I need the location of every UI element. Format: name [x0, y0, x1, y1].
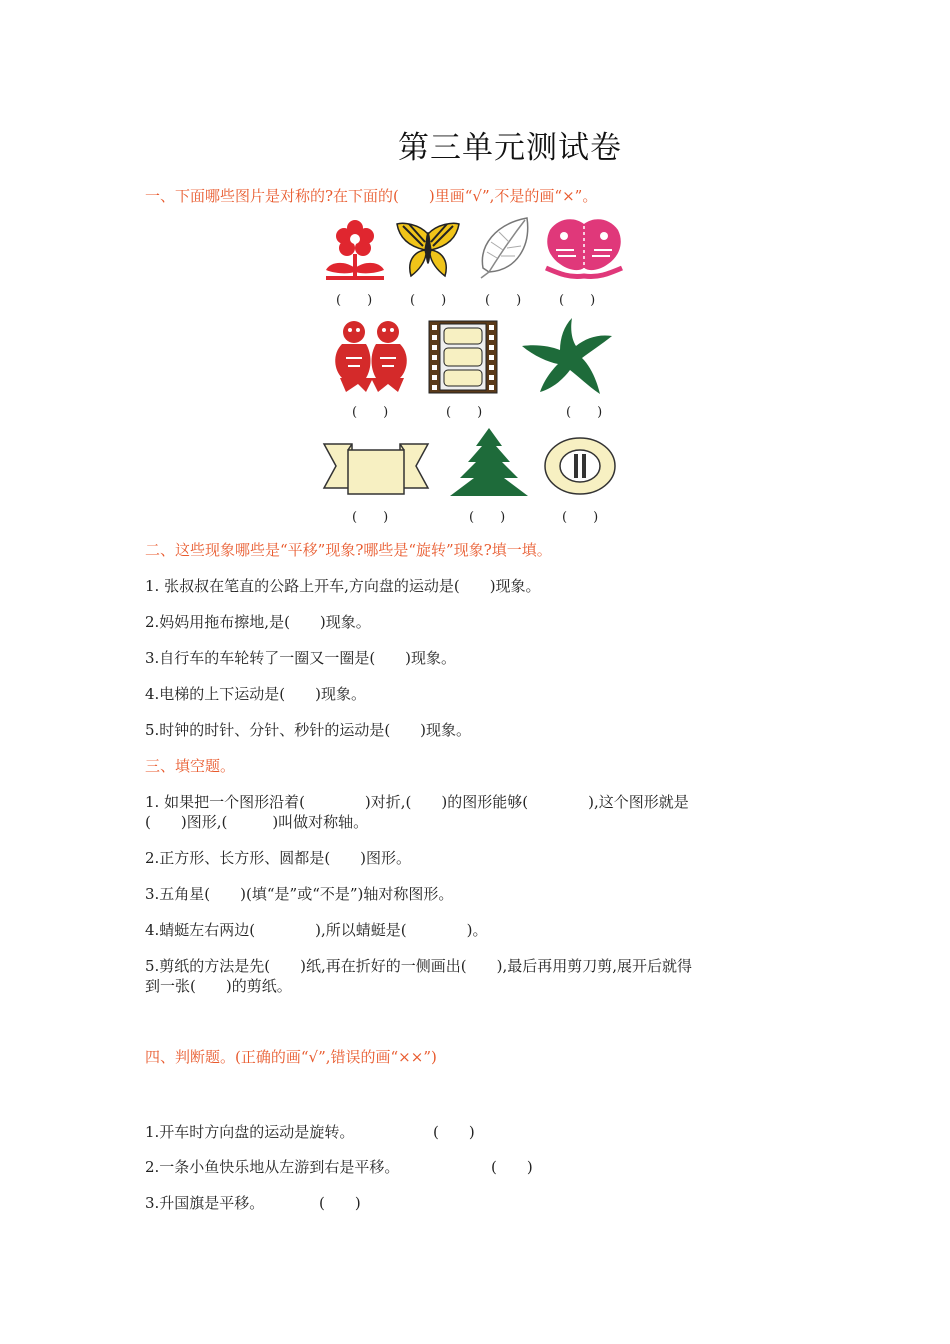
- butterfly-icon: [395, 220, 461, 280]
- blank-1[interactable]: ( ): [336, 293, 373, 308]
- section3-item: 3.五角星( )(填“是”或“不是”)轴对称图形。: [145, 885, 454, 903]
- paper-cut-children-icon: [328, 318, 414, 394]
- section4-item: 1.开车时方向盘的运动是旋转。: [145, 1123, 355, 1141]
- blank-10[interactable]: ( ): [562, 510, 599, 525]
- section3-item: ( )图形,( )叫做对称轴。: [145, 813, 369, 831]
- judge-blank-3[interactable]: ( ): [319, 1194, 361, 1212]
- judge-blank-1[interactable]: ( ): [433, 1123, 475, 1141]
- blank-5[interactable]: ( ): [352, 405, 389, 420]
- section2-item: 4.电梯的上下运动是( )现象。: [145, 685, 367, 703]
- section4-item: 2.一条小鱼快乐地从左游到右是平移。: [145, 1158, 400, 1176]
- star-plant-icon: [520, 316, 616, 396]
- section4-item: 3.升国旗是平移。: [145, 1194, 265, 1212]
- section2-item: 5.时钟的时针、分针、秒针的运动是( )现象。: [145, 721, 472, 739]
- paper-cut-birds-icon: [540, 216, 628, 282]
- blank-9[interactable]: ( ): [469, 510, 506, 525]
- section2-item: 3.自行车的车轮转了一圈又一圈是( )现象。: [145, 649, 457, 667]
- section3-item: 到一张( )的剪纸。: [145, 977, 292, 995]
- ring-badge-icon: [543, 436, 617, 496]
- section3-item: 2.正方形、长方形、圆都是( )图形。: [145, 849, 412, 867]
- page-title: 第三单元测试卷: [398, 130, 622, 166]
- ribbon-banner-icon: [322, 440, 430, 496]
- section2-item: 1. 张叔叔在笔直的公路上开车,方向盘的运动是( )现象。: [145, 577, 541, 595]
- section3-item: 4.蜻蜓左右两边( ),所以蜻蜓是( )。: [145, 921, 488, 939]
- section2-item: 2.妈妈用拖布擦地,是( )现象。: [145, 613, 371, 631]
- blank-6[interactable]: ( ): [446, 405, 483, 420]
- flower-icon: [322, 218, 388, 282]
- section1-heading: 一、下面哪些图片是对称的?在下面的( )里画“√”,不是的画“×”。: [145, 187, 598, 205]
- film-strip-icon: [428, 320, 498, 394]
- blank-3[interactable]: ( ): [485, 293, 522, 308]
- section3-heading: 三、填空题。: [145, 757, 236, 775]
- blank-2[interactable]: ( ): [410, 293, 447, 308]
- section3-item: 5.剪纸的方法是先( )纸,再在折好的一侧画出( ),最后再用剪刀剪,展开后就得: [145, 957, 693, 975]
- blank-4[interactable]: ( ): [559, 293, 596, 308]
- section3-item: 1. 如果把一个图形沿着( )对折,( )的图形能够( ),这个图形就是: [145, 793, 689, 811]
- blank-7[interactable]: ( ): [566, 405, 603, 420]
- leaf-icon: [475, 216, 535, 282]
- blank-8[interactable]: ( ): [352, 510, 389, 525]
- section4-heading: 四、判断题。(正确的画“√”,错误的画“××”): [145, 1048, 437, 1066]
- section2-heading: 二、这些现象哪些是“平移”现象?哪些是“旋转”现象?填一填。: [145, 541, 552, 559]
- pine-tree-icon: [448, 426, 530, 498]
- judge-blank-2[interactable]: ( ): [491, 1158, 533, 1176]
